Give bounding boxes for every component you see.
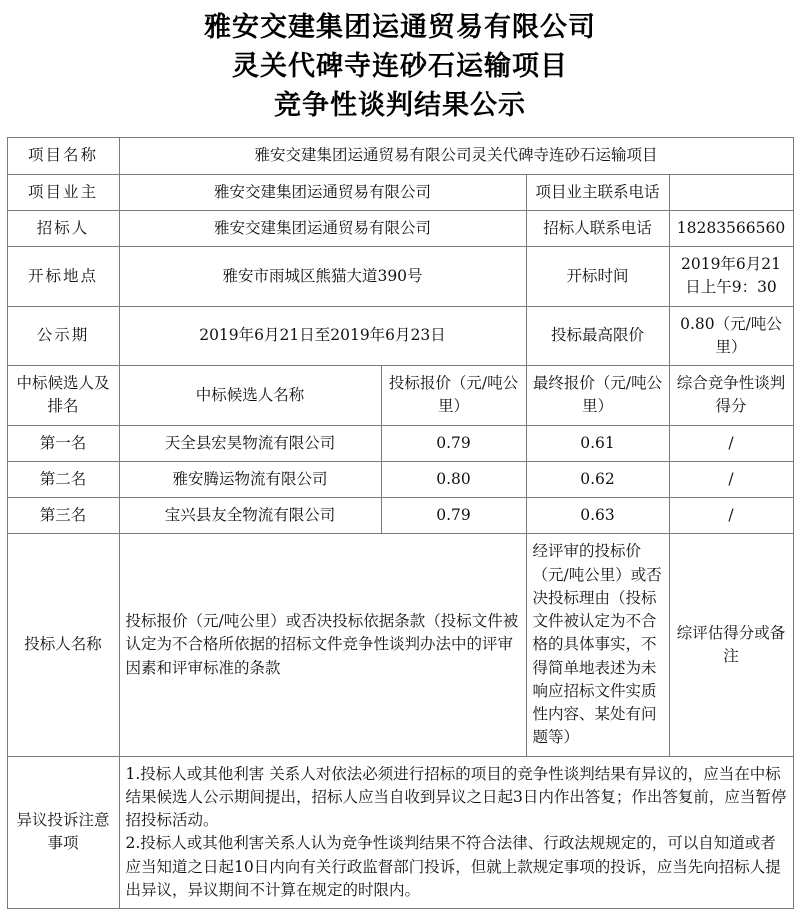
title-line-2: 灵关代碑寺连砂石运输项目 — [232, 51, 568, 83]
candidate-rank: 第一名 — [7, 425, 119, 461]
candidate-score: / — [669, 498, 793, 534]
table-row — [7, 461, 793, 497]
table-row-bid-open — [7, 247, 793, 307]
candidates-header-score: 综合竞争性谈判得分 — [669, 366, 793, 426]
max-price-value: 0.80（元/吨公里） — [669, 306, 793, 366]
candidates-header-final-price: 最终报价（元/吨公里） — [526, 366, 669, 426]
candidates-header-name: 中标候选人名称 — [119, 366, 381, 426]
candidate-final-price: 0.61 — [526, 425, 669, 461]
candidates-header-row — [7, 366, 793, 426]
owner-value: 雅安交建集团运通贸易有限公司 — [119, 174, 526, 210]
notice-content — [119, 756, 793, 909]
notice-label: 异议投诉注意事项 — [7, 756, 119, 909]
bidder-score-or-remark: 综评估得分或备注 — [669, 534, 793, 756]
bid-open-time-value: 2019年6月21日上午9：30 — [669, 247, 793, 307]
candidate-rank: 第三名 — [7, 498, 119, 534]
bidder-evaluated-price-or-reason: 经评审的投标价（元/吨公里）或否决投标理由（投标文件被认定为不合格的具体事实，不得简单地表述为未响应招标文件实质性内容、某处有问题等） — [526, 534, 669, 756]
publicity-period-value: 2019年6月21日至2019年6月23日 — [119, 306, 526, 366]
publicity-period-label: 公示期 — [7, 306, 119, 366]
owner-label: 项目业主 — [7, 174, 119, 210]
project-name-label: 项目名称 — [7, 138, 119, 174]
tenderer-phone-label: 招标人联系电话 — [526, 210, 669, 246]
table-row-project-name — [7, 138, 793, 174]
tenderer-label: 招标人 — [7, 210, 119, 246]
notice-row — [7, 756, 793, 909]
bidder-section-row — [7, 534, 793, 756]
table-row-owner — [7, 174, 793, 210]
bidder-name-label: 投标人名称 — [7, 534, 119, 756]
announcement-table — [7, 137, 794, 909]
notice-paragraph-2: 2.投标人或其他利害关系人认为竞争性谈判结果不符合法律、行政法规规定的，可以自知道或者应当知道之日起10日内向有关行政监督部门投诉，但就上款规定事项的投诉，应当先向招标人提出异议，异议期间不计算在规定的时限内。 — [125, 834, 781, 899]
bidder-price-or-rejection-clause: 投标报价（元/吨公里）或否决投标依据条款（投标文件被认定为不合格所依据的招标文件竞争性谈判办法中的评审因素和评审标准的条款 — [119, 534, 526, 756]
document-title — [0, 0, 800, 131]
notice-paragraph-1: 1.投标人或其他利害 关系人对依法必须进行招标的项目的竞争性谈判结果有异议的，应当在中标结果候选人公示期间提出，招标人应当自收到异议之日起3日内作出答复；作出答复前，应当暂停招投标活动。 — [125, 764, 787, 830]
candidates-header-bid-price: 投标报价（元/吨公里） — [381, 366, 526, 426]
owner-phone-value — [669, 174, 793, 210]
candidate-final-price: 0.63 — [526, 498, 669, 534]
project-name-value: 雅安交建集团运通贸易有限公司灵关代碑寺连砂石运输项目 — [119, 138, 793, 174]
candidate-name: 宝兴县友全物流有限公司 — [119, 498, 381, 534]
tenderer-value: 雅安交建集团运通贸易有限公司 — [119, 210, 526, 246]
tenderer-phone-value: 18283566560 — [669, 210, 793, 246]
bid-open-place-value: 雅安市雨城区熊猫大道390号 — [119, 247, 526, 307]
candidate-bid-price: 0.79 — [381, 498, 526, 534]
candidate-rank: 第二名 — [7, 461, 119, 497]
candidate-name: 雅安腾运物流有限公司 — [119, 461, 381, 497]
candidate-score: / — [669, 425, 793, 461]
table-row — [7, 425, 793, 461]
table-row-tenderer — [7, 210, 793, 246]
title-line-3: 竞争性谈判结果公示 — [274, 90, 526, 122]
bid-open-place-label: 开标地点 — [7, 247, 119, 307]
candidate-score: / — [669, 461, 793, 497]
candidate-name: 天全县宏昊物流有限公司 — [119, 425, 381, 461]
candidate-final-price: 0.62 — [526, 461, 669, 497]
table-row — [7, 498, 793, 534]
candidate-bid-price: 0.80 — [381, 461, 526, 497]
title-line-1: 雅安交建集团运通贸易有限公司 — [204, 12, 596, 43]
candidates-header-rank: 中标候选人及排名 — [7, 366, 119, 426]
owner-phone-label: 项目业主联系电话 — [526, 174, 669, 210]
max-price-label: 投标最高限价 — [526, 306, 669, 366]
candidate-bid-price: 0.79 — [381, 425, 526, 461]
table-row-publicity — [7, 306, 793, 366]
bid-open-time-label: 开标时间 — [526, 247, 669, 307]
